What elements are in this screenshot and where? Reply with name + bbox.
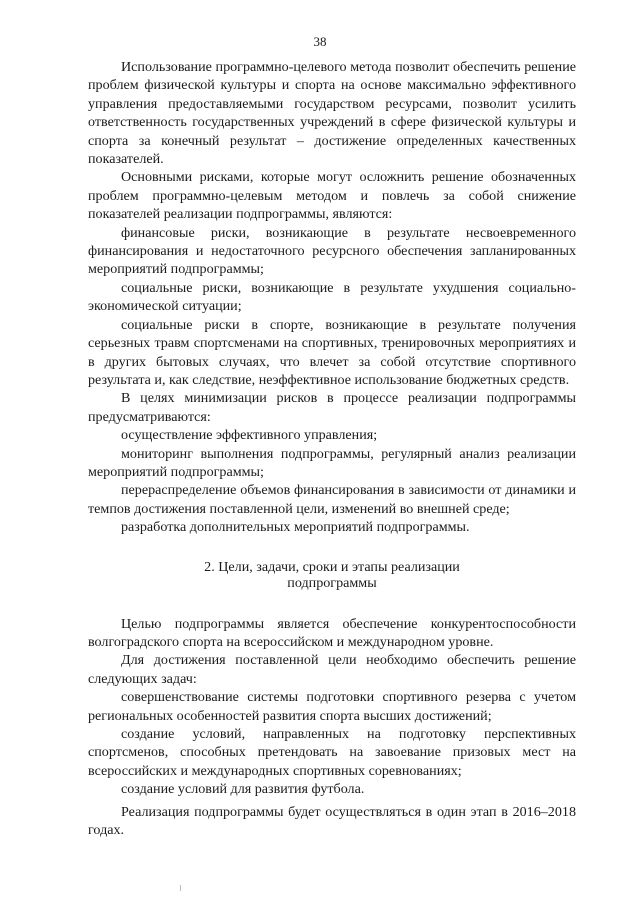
document-body [88, 58, 576, 839]
section-title [88, 559, 576, 591]
paragraph: создание условий для развития футбола. [121, 781, 365, 798]
section-title-line: подпрограммы [287, 574, 377, 591]
paragraph: социальные риски в спорте, возникающие в результате получения серьезных травм спортсменами на спортивных, тренировочных мероприятиях и в других бытовых случаях, что влечет за собой отсутствие спортивного результата и, как следствие, неэффективное использование бюджетных средств. [88, 316, 576, 388]
paragraph: В целях минимизации рисков в процессе реализации подпрограммы предусматриваются: [88, 390, 576, 425]
paragraph: социальные риски, возникающие в результате ухудшения социально-экономической ситуации; [88, 279, 576, 315]
paragraph: осуществление эффективного управления; [121, 427, 378, 444]
paragraph: финансовые риски, возникающие в результате несвоевременного финансирования и недостаточного ресурсного обеспечения запланированных мероприятий подпрограммы; [88, 224, 576, 278]
paragraph: создание условий, направленных на подготовку перспективных спортсменов, способных претендовать на завоевание призовых мест на всероссийских и международных спортивных соревнованиях; [88, 726, 576, 779]
paragraph: Целью подпрограммы является обеспечение конкурентоспособности волгоградского спорта на всероссийском и международном уровне. [88, 615, 576, 650]
page-number: 38 [313, 34, 327, 49]
scan-mark [180, 885, 181, 891]
paragraph: перераспределение объемов финансирования в зависимости от динамики и темпов достижения поставленной цели, изменений во внешней среде; [88, 482, 576, 517]
section-title-line: 2. Цели, задачи, сроки и этапы реализации [204, 558, 460, 575]
paragraph: совершенствование системы подготовки спортивного резерва с учетом региональных особенностей развития спорта высших достижений; [88, 689, 576, 724]
paragraph: разработка дополнительных мероприятий подпрограммы. [121, 519, 470, 536]
paragraph: Для достижения поставленной цели необходимо обеспечить решение следующих задач: [88, 652, 576, 687]
paragraph: Реализация подпрограммы будет осуществляться в один этап в 2016–2018 годах. [88, 803, 576, 839]
paragraph: Использование программно-целевого метода позволит обеспечить решение проблем физической культуры и спорта на основе максимально эффективного управления предоставляемыми государством ресурсами, позволит усилить ответственность государственных учреждений в сфере физической культуры и спорта за конечный результат – достижение определенных качественных показателей. [88, 59, 576, 168]
paragraph: мониторинг выполнения подпрограммы, регулярный анализ реализации мероприятий подпрограммы; [88, 445, 576, 480]
paragraph: Основными рисками, которые могут осложнить решение обозначенных проблем программно-целевым методом и повлечь за собой снижение показателей реализации подпрограммы, являются: [88, 169, 576, 223]
